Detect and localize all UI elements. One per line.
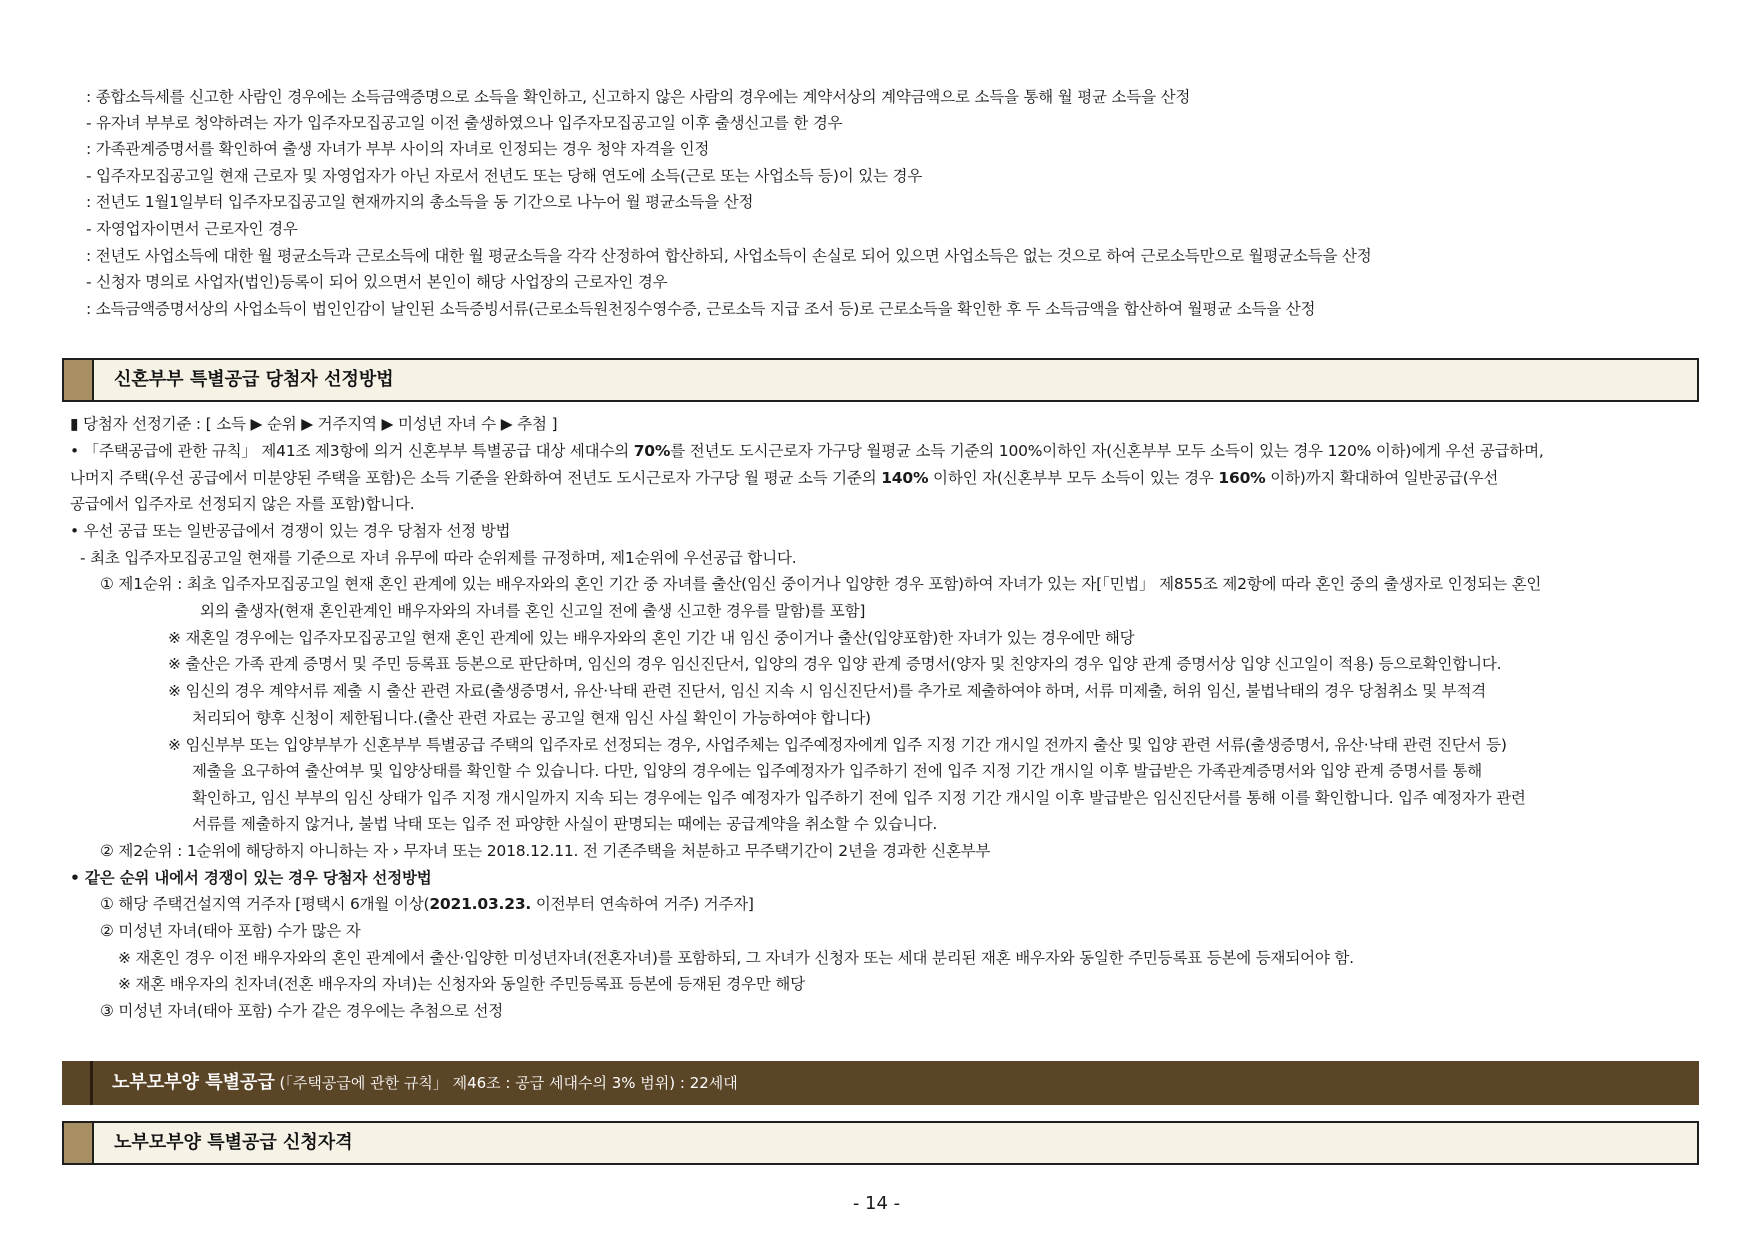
- section-title: 노부모부양 특별공급 신청자격: [114, 1132, 353, 1153]
- tie-break-item-1: ① 해당 주택건설지역 거주자 [평택시 6개월 이상(2021.03.23. 이전부터 연속하여 거주) 거주자]: [100, 895, 754, 913]
- section-title: 노부모부양 특별공급 (「주택공급에 관한 규칙」 제46조 : 공급 세대수의 3% 범위) : 22세대: [112, 1072, 738, 1093]
- general-supply-para: 나머지 주택(우선 공급에서 미분양된 주택을 포함)은 소득 기준을 완화하여 전년도 도시근로자 가구당 월 평균 소득 기준의 140% 이하인 자(신혼부부 모두 소득이 있는 경우 160% 이하)까지 확대하여 일반공급(우선: [70, 469, 1499, 487]
- tie-break-item-2: ② 미성년 자녀(태아 포함) 수가 많은 자: [100, 922, 361, 940]
- tie-break-heading: • 같은 순위 내에서 경쟁이 있는 경우 당첨자 선정방법: [70, 869, 432, 887]
- general-supply-para-cont: 공급에서 입주자로 선정되지 않은 자를 포함)합니다.: [70, 495, 415, 513]
- income-note: : 전년도 사업소득에 대한 월 평균소득과 근로소득에 대한 월 평균소득을 각각 산정하여 합산하되, 사업소득이 손실로 되어 있으면 사업소득은 없는 것으로 하여 근로소득만으로 월평균소득을 산정: [86, 247, 1372, 265]
- section-header-elderly-eligibility: [62, 1121, 1699, 1165]
- note-pregnancy-cont: 처리되어 향후 신청이 제한됩니다.(출산 관련 자료는 공고일 현재 임신 사실 확인이 가능하여야 합니다): [192, 709, 871, 727]
- tie-break-note: ※ 재혼 배우자의 친자녀(전혼 배우자의 자녀)는 신청자와 동일한 주민등록표 등본에 등재된 경우만 해당: [118, 975, 805, 993]
- income-note: - 자영업자이면서 근로자인 경우: [86, 220, 298, 238]
- tie-break-item-3: ③ 미성년 자녀(태아 포함) 수가 같은 경우에는 추첨으로 선정: [100, 1002, 503, 1020]
- header-tab-marker: [90, 1061, 93, 1105]
- income-note: - 유자녀 부부로 청약하려는 자가 입주자모집공고일 이전 출생하였으나 입주자모집공고일 이후 출생신고를 한 경우: [86, 114, 843, 132]
- priority-supply-para: • 「주택공급에 관한 규칙」 제41조 제3항에 의거 신혼부부 특별공급 대상 세대수의 70%를 전년도 도시근로자 가구당 월평균 소득 기준의 100%이하인 자(신혼부부 모두 소득이 있는 경우 120% 이하)에게 우선 공급하며,: [70, 442, 1544, 460]
- note-pregnant-adoptive: ※ 임신부부 또는 입양부부가 신혼부부 특별공급 주택의 입주자로 선정되는 경우, 사업주체는 입주예정자에게 입주 지정 기간 개시일 전까지 출산 및 입양 관련 서류(출생증명서, 유산·낙태 관련 진단서 등): [168, 736, 1507, 754]
- section-title: 신혼부부 특별공급 당첨자 선정방법: [114, 369, 394, 390]
- header-tab-marker: [64, 360, 94, 400]
- income-note: : 가족관계증명서를 확인하여 출생 자녀가 부부 사이의 자녀로 인정되는 경우 청약 자격을 인정: [86, 140, 710, 158]
- note-pregnancy: ※ 임신의 경우 계약서류 제출 시 출산 관련 자료(출생증명서, 유산·낙태 관련 진단서, 임신 지속 시 임신진단서)를 추가로 제출하여야 하며, 서류 미제출, 허위 임신, 불법낙태의 경우 당첨취소 및 부적격: [168, 682, 1486, 700]
- rank1-text: ① 제1순위 : 최초 입주자모집공고일 현재 혼인 관계에 있는 배우자와의 혼인 기간 중 자녀를 출산(임신 중이거나 입양한 경우 포함)하여 자녀가 있는 자[「민법」 제855조 제2항에 따라 혼인 중의 출생자로 인정되는 혼인: [100, 575, 1542, 593]
- note-pregnant-adoptive-cont: 확인하고, 임신 부부의 임신 상태가 입주 지정 개시일까지 지속 되는 경우에는 입주 예정자가 입주하기 전에 입주 지정 기간 개시일 이후 발급받은 임신진단서를 통해 이를 확인합니다. 입주 예정자가 관련: [192, 789, 1526, 807]
- note-birth-proof: ※ 출산은 가족 관계 증명서 및 주민 등록표 등본으로 판단하며, 임신의 경우 임신진단서, 입양의 경우 입양 관계 증명서(양자 및 친양자의 경우 입양 관계 증명서상 입양 신고일이 적용) 등으로확인합니다.: [168, 655, 1502, 673]
- page-number: - 14 -: [852, 1193, 901, 1214]
- rank1-text-cont: 외의 출생자(현재 혼인관계인 배우자와의 자녀를 혼인 신고일 전에 출생 신고한 경우를 말함)를 포함]: [200, 602, 866, 620]
- section-header-newlywed-selection: [62, 358, 1699, 402]
- income-note: : 종합소득세를 신고한 사람인 경우에는 소득금액증명으로 소득을 확인하고, 신고하지 않은 사람의 경우에는 계약서상의 계약금액으로 소득을 통해 월 평균 소득을 산정: [86, 88, 1191, 106]
- note-pregnant-adoptive-cont: 서류를 제출하지 않거나, 불법 낙태 또는 입주 전 파양한 사실이 판명되는 때에는 공급계약을 취소할 수 있습니다.: [192, 815, 938, 833]
- section-subtitle: (「주택공급에 관한 규칙」 제46조 : 공급 세대수의 3% 범위) : 22세대: [274, 1074, 738, 1092]
- income-note: - 입주자모집공고일 현재 근로자 및 자영업자가 아닌 자로서 전년도 또는 당해 연도에 소득(근로 또는 사업소득 등)이 있는 경우: [86, 167, 923, 185]
- selection-criteria: ▮ 당첨자 선정기준 : [ 소득 ▶ 순위 ▶ 거주지역 ▶ 미성년 자녀 수 ▶ 추첨 ]: [70, 415, 558, 433]
- income-note: - 신청자 명의로 사업자(법인)등록이 되어 있으면서 본인이 해당 사업장의 근로자인 경우: [86, 273, 668, 291]
- section-header-elderly-support: [62, 1061, 1699, 1105]
- income-note: : 소득금액증명서상의 사업소득이 법인인감이 날인된 소득증빙서류(근로소득원천징수영수증, 근로소득 지급 조서 등)로 근로소득을 확인한 후 두 소득금액을 합산하여 월평균 소득을 산정: [86, 300, 1316, 318]
- income-note: : 전년도 1월1일부터 입주자모집공고일 현재까지의 총소득을 동 기간으로 나누어 월 평균소득을 산정: [86, 193, 754, 211]
- note-pregnant-adoptive-cont: 제출을 요구하여 출산여부 및 입양상태를 확인할 수 있습니다. 다만, 입양의 경우에는 입주예정자가 입주하기 전에 입주 지정 기간 개시일 이후 발급받은 가족관계증명서와 입양 관계 증명서를 통해: [192, 762, 1482, 780]
- note-remarriage: ※ 재혼일 경우에는 입주자모집공고일 현재 혼인 관계에 있는 배우자와의 혼인 기간 내 임신 중이거나 출산(입양포함)한 자녀가 있는 경우에만 해당: [168, 629, 1135, 647]
- tie-break-note: ※ 재혼인 경우 이전 배우자와의 혼인 관계에서 출산·입양한 미성년자녀(전혼자녀)를 포함하되, 그 자녀가 신청자 또는 세대 분리된 재혼 배우자와 동일한 주민등록표 등본에 등재되어야 함.: [118, 949, 1354, 967]
- ranking-rule: - 최초 입주자모집공고일 현재를 기준으로 자녀 유무에 따라 순위제를 규정하며, 제1순위에 우선공급 합니다.: [80, 549, 797, 567]
- header-tab-marker: [64, 1123, 94, 1163]
- competition-heading: • 우선 공급 또는 일반공급에서 경쟁이 있는 경우 당첨자 선정 방법: [70, 522, 511, 540]
- rank2-text: ② 제2순위 : 1순위에 해당하지 아니하는 자 › 무자녀 또는 2018.12.11. 전 기존주택을 처분하고 무주택기간이 2년을 경과한 신혼부부: [100, 842, 991, 860]
